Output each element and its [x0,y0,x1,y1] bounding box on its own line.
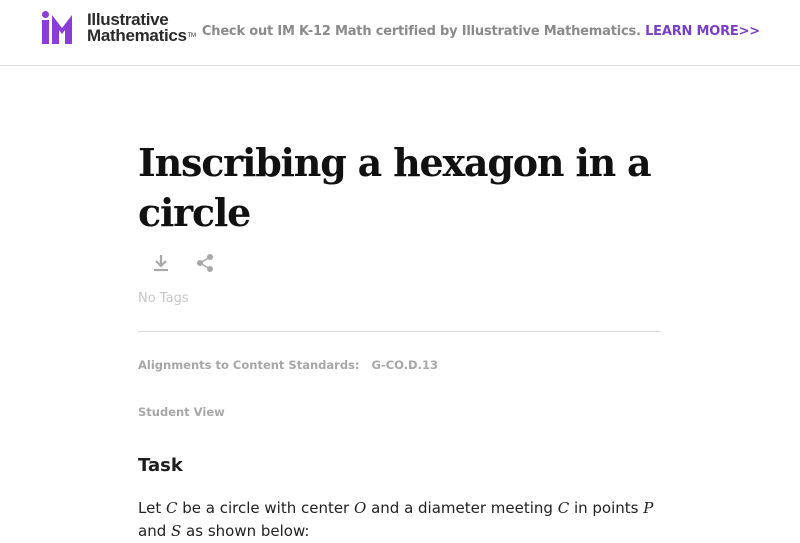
logo-word-illustrative: Illustrative [87,10,169,29]
task-text-part: and [138,522,171,540]
alignment-code-link[interactable]: G-CO.D.13 [371,358,438,372]
promo-text: Check out IM K-12 Math certified by Illustrative Mathematics. [201,24,641,39]
alignments-row [138,358,438,372]
logo-text [87,12,196,44]
share-icon[interactable] [194,252,216,274]
math-variable-s: S [171,522,182,540]
math-variable-c: C [557,499,570,517]
task-text-part: Let [138,499,166,517]
action-icons [150,252,216,274]
promo-banner [202,24,760,39]
tags-label: No Tags [138,291,189,306]
task-text-part: in points [569,499,644,517]
logo-word-mathematics: Mathematics [87,26,187,45]
divider [138,331,661,332]
logo[interactable] [41,11,196,45]
task-text [138,497,678,543]
task-heading: Task [138,455,183,476]
task-text-part: as shown below: [181,522,310,540]
download-icon[interactable] [150,252,172,274]
logo-im-icon [41,11,81,45]
math-variable-p: P [643,499,654,517]
learn-more-link[interactable]: LEARN MORE>> [645,24,760,39]
math-variable-c: C [165,499,178,517]
student-view-link[interactable]: Student View [138,405,225,419]
task-text-part: be a circle with center [177,499,354,517]
page-title: Inscribing a hexagon in a circle [138,140,651,235]
math-variable-o: O [354,499,367,517]
alignments-label: Alignments to Content Standards: [138,358,360,372]
task-text-part: and a diameter meeting [366,499,558,517]
logo-trademark: TM [187,33,196,39]
top-bar [0,0,800,66]
